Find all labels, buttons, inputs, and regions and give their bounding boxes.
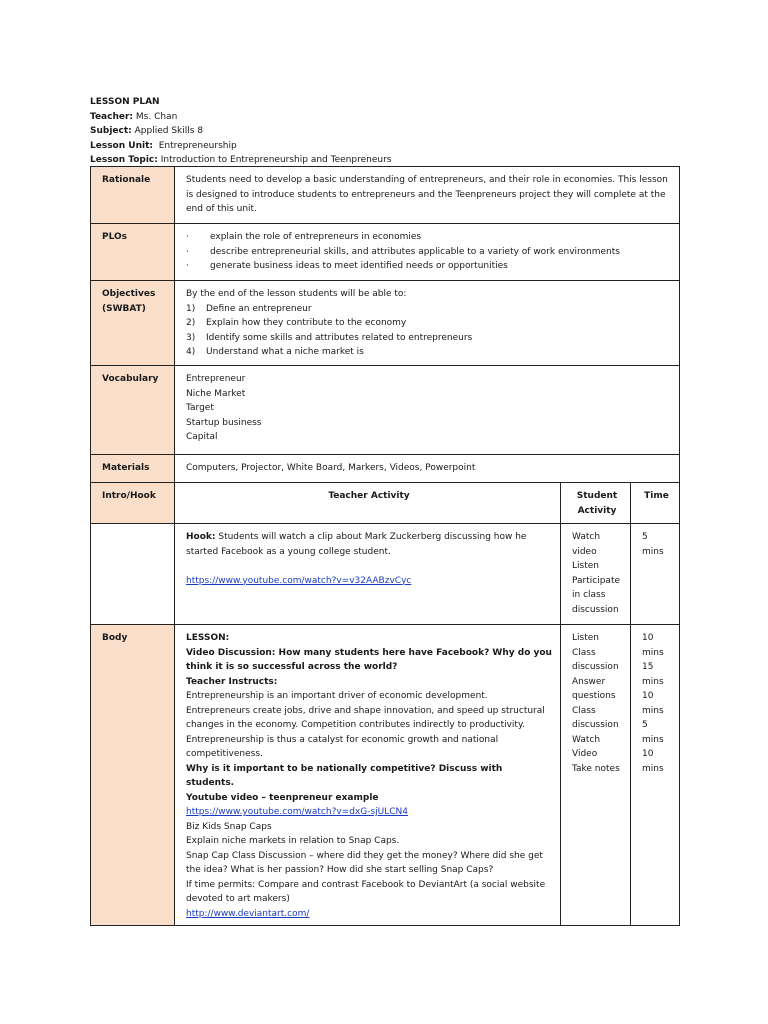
body-time: 10 mins 15 mins 10 mins 5 mins 10 mins bbox=[631, 625, 680, 926]
plos-list bbox=[186, 230, 671, 274]
list-item: Entrepreneur bbox=[186, 374, 246, 384]
youtube-label: Youtube video – teenpreneur example bbox=[186, 792, 379, 803]
list-item: Startup business bbox=[186, 417, 262, 428]
topic-value: Introduction to Entrepreneurship and Teenpreneurs bbox=[160, 155, 392, 165]
hook-time: 5 mins bbox=[631, 524, 680, 625]
list-item: · describe entrepreneurial skills, and attributes applicable to a variety of work environments bbox=[186, 245, 671, 260]
body-row bbox=[91, 625, 680, 926]
hook-row bbox=[91, 524, 680, 625]
hook-label-blank bbox=[91, 524, 175, 625]
lesson-plan-table bbox=[90, 166, 680, 926]
plos-label: PLOs bbox=[91, 224, 175, 281]
vocabulary-row bbox=[91, 366, 680, 455]
doc-title: LESSON PLAN bbox=[90, 97, 160, 107]
hook-text: Hook: Students will watch a clip about Mark Zuckerberg discussing how he started Facebook as a young college student. bbox=[186, 532, 527, 557]
hook-video-link[interactable]: https://www.youtube.com/watch?v=v32AABzvCyc bbox=[186, 575, 412, 586]
teacher-line: Teacher: Ms. Chan bbox=[90, 111, 178, 122]
biz-kids-line: Biz Kids Snap Caps bbox=[186, 821, 272, 832]
list-item: Target bbox=[186, 403, 214, 413]
objectives-content bbox=[175, 281, 680, 366]
list-item: 1) Define an entrepreneur bbox=[186, 303, 312, 314]
vocabulary-content bbox=[175, 366, 680, 455]
subject-line: Subject: Applied Skills 8 bbox=[90, 126, 204, 136]
teenpreneur-video-link[interactable]: https://www.youtube.com/watch?v=dxG-sjULCN4 bbox=[186, 807, 409, 817]
rationale-label: Rationale bbox=[91, 167, 175, 224]
body-paragraph: Entrepreneurship is an important driver of economic development. Entrepreneurs create jobs, drive and shape innovation, and speed up structural changes in the economy. Competition contributes indirectly to productivity. Entrepreneurship is thus a catalyst for economic growth and national competitiveness. bbox=[186, 691, 545, 759]
col-time: Time bbox=[631, 483, 680, 524]
lesson-header bbox=[90, 95, 391, 168]
list-item: Capital bbox=[186, 432, 218, 442]
list-item: 2) Explain how they contribute to the economy bbox=[186, 318, 407, 328]
list-item: 4) Understand what a niche market is bbox=[186, 347, 364, 357]
list-item: Niche Market bbox=[186, 388, 246, 399]
unit-line: Lesson Unit: Entrepreneurship bbox=[90, 140, 237, 151]
materials-label: Materials bbox=[91, 455, 175, 483]
objectives-row bbox=[91, 281, 680, 366]
objectives-intro: By the end of the lesson students will be able to: bbox=[186, 289, 407, 299]
list-item: 3) Identify some skills and attributes related to entrepreneurs bbox=[186, 332, 473, 343]
teacher-name: Ms. Chan bbox=[135, 111, 178, 122]
body-content bbox=[175, 625, 561, 926]
vocabulary-label: Vocabulary bbox=[91, 366, 175, 455]
materials-text: Computers, Projector, White Board, Markers, Videos, Powerpoint bbox=[175, 455, 680, 483]
body-label: Body bbox=[91, 625, 175, 926]
subject-value: Applied Skills 8 bbox=[134, 126, 204, 136]
snap-cap-discussion: Snap Cap Class Discussion – where did they get the money? Where did she get the idea? What is her passion? How did she start selling Snap Caps? bbox=[186, 850, 543, 875]
hook-content bbox=[175, 524, 561, 625]
col-teacher-activity: Teacher Activity bbox=[175, 483, 561, 524]
video-discussion: Video Discussion: How many students here have Facebook? Why do you think it is so successful across the world? bbox=[186, 647, 552, 672]
plos-row bbox=[91, 224, 680, 281]
objectives-label: Objectives (SWBAT) bbox=[91, 281, 175, 366]
body-student-activity: Listen Class discussion Answer questions Class discussion Watch Video Take notes bbox=[561, 625, 631, 926]
competitive-question: Why is it important to be nationally competitive? Discuss with students. bbox=[186, 763, 503, 788]
teacher-instructs: Teacher Instructs: bbox=[186, 676, 278, 687]
unit-value: Entrepreneurship bbox=[158, 140, 237, 151]
intro-label: Intro/Hook bbox=[91, 483, 175, 524]
rationale-text: Students need to develop a basic understanding of entrepreneurs, and their role in economies. This lesson is designed to introduce students to entrepreneurs and the Teenpreneurs project they will complete at the end of this unit. bbox=[175, 167, 680, 224]
deviantart-link[interactable]: http://www.deviantart.com/ bbox=[186, 908, 310, 919]
plos-content bbox=[175, 224, 680, 281]
if-time-permits: If time permits: Compare and contrast Facebook to DeviantArt (a social website devoted to art makers) bbox=[186, 879, 546, 904]
lesson-heading: LESSON: bbox=[186, 633, 230, 643]
list-item: · explain the role of entrepreneurs in economies bbox=[186, 230, 671, 245]
list-item: · generate business ideas to meet identified needs or opportunities bbox=[186, 259, 671, 274]
rationale-row bbox=[91, 167, 680, 224]
hook-student-activity: Watch video Listen Participate in class discussion bbox=[561, 524, 631, 625]
objectives-list bbox=[186, 302, 671, 360]
intro-header-row bbox=[91, 483, 680, 524]
topic-line: Lesson Topic: Introduction to Entrepreneurship and Teenpreneurs bbox=[90, 155, 392, 165]
niche-line: Explain niche markets in relation to Snap Caps. bbox=[186, 836, 400, 846]
materials-row bbox=[91, 455, 680, 483]
col-student-activity: Student Activity bbox=[561, 483, 631, 524]
